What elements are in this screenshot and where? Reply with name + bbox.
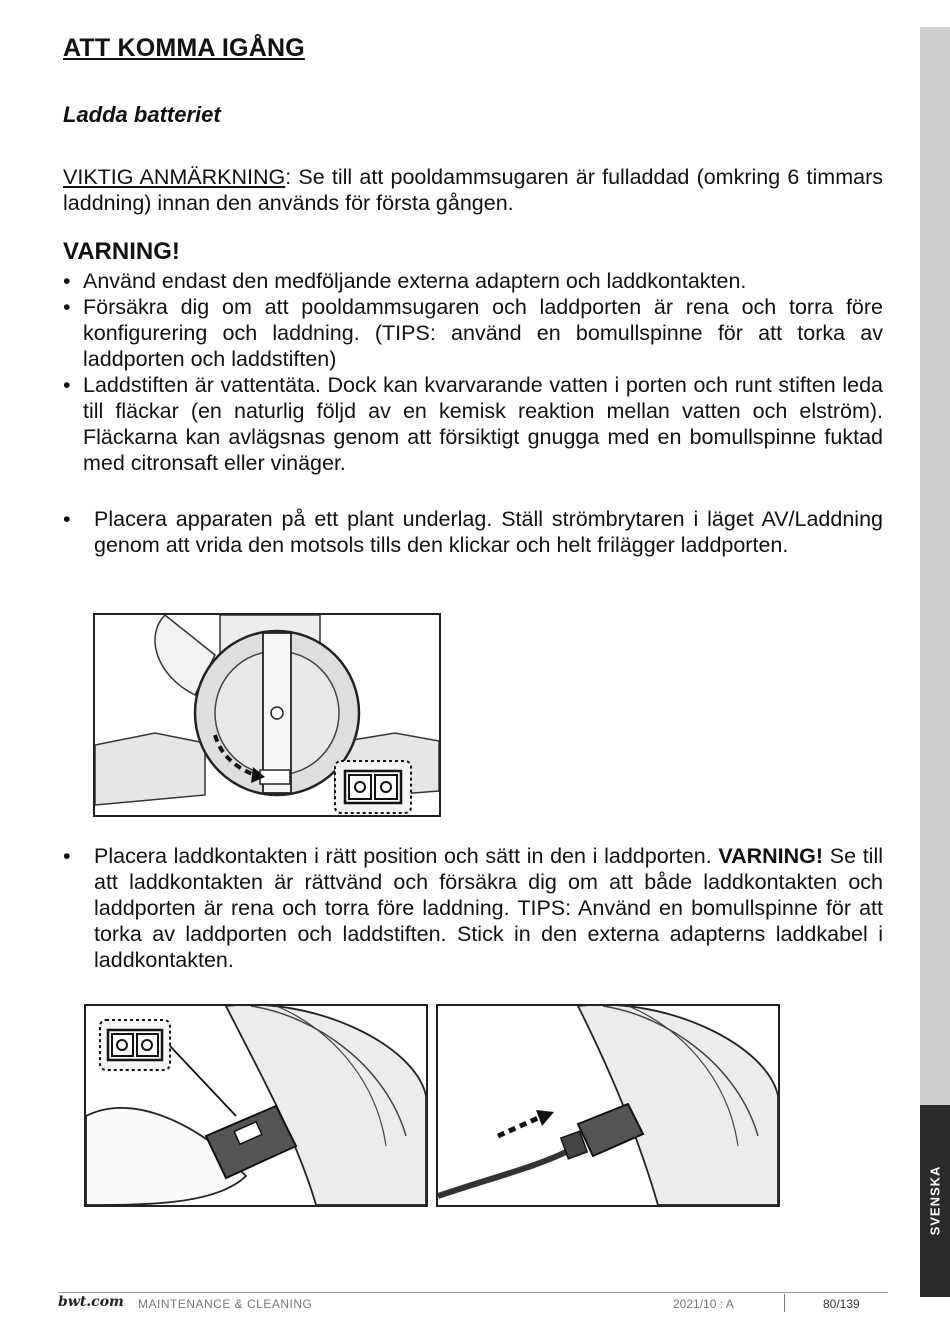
step-1-text: Placera apparaten på ett plant underlag. Ställ strömbrytaren i läget AV/Laddning genom att vrida den motsols tills den klickar och helt frilägger laddporten. bbox=[94, 507, 883, 557]
important-note-text: : Se till att pooldammsugaren är fulladdad (omkring 6 timmars laddning) innan den används för första gången. bbox=[63, 165, 883, 215]
warning-item-text: Använd endast den medföljande externa adaptern och laddkontakten. bbox=[83, 269, 747, 293]
warning-item bbox=[63, 294, 883, 372]
warning-item bbox=[63, 268, 883, 294]
connector-alignment-illustration bbox=[86, 1006, 426, 1205]
important-note-label: VIKTIG ANMÄRKNING bbox=[63, 165, 286, 189]
bullet-dot: • bbox=[63, 373, 71, 397]
warning-item bbox=[63, 372, 883, 476]
figure-connector-alignment bbox=[84, 1004, 428, 1207]
step-2-text-b: Se till att laddkontakten är rättvänd och försäkra dig om att både laddkontakten och laddporten är rena och torra före laddning. TIPS: Använd en bomullspinne för att torka av laddporten och laddstiften. Stick in den externa adapterns laddkabel i laddkontakten. bbox=[94, 844, 883, 972]
warning-item-text: Försäkra dig om att pooldammsugaren och laddporten är rena och torra före konfigurering och laddning. (TIPS: använd en bomullspinne för att torka av laddporten och laddstiften) bbox=[83, 295, 883, 371]
step-2 bbox=[63, 843, 883, 973]
figure-power-switch bbox=[93, 613, 441, 817]
step-1 bbox=[63, 506, 883, 558]
section-subtitle: Ladda batteriet bbox=[63, 102, 221, 127]
bullet-dot: • bbox=[63, 507, 71, 531]
step-2-text-a: Placera laddkontakten i rätt position och sätt in den i laddporten. bbox=[94, 844, 719, 868]
warning-list bbox=[63, 268, 883, 476]
warning-heading: VARNING! bbox=[63, 238, 180, 265]
brand-logo: bwt.com bbox=[58, 1294, 124, 1310]
footer-section-name: MAINTENANCE & CLEANING bbox=[138, 1297, 313, 1311]
step-2-warning: VARNING! bbox=[718, 844, 824, 868]
footer-separator bbox=[784, 1294, 785, 1312]
page-number: 80/139 bbox=[823, 1297, 860, 1311]
connector-inserted-illustration bbox=[438, 1006, 778, 1205]
warning-item-text: Laddstiften är vattentäta. Dock kan kvarvarande vatten i porten och runt stiften leda till fläckar (en naturlig följd av en kemisk reaktion mellan vatten och elström). Fläckarna kan avlägsnas genom att försiktigt gnugga med en bomullspinne fuktad med citronsaft eller vinäger. bbox=[83, 373, 883, 475]
power-switch-illustration bbox=[95, 615, 439, 815]
page-title: ATT KOMMA IGÅNG bbox=[63, 34, 305, 62]
bullet-dot: • bbox=[63, 295, 71, 319]
page-footer bbox=[58, 1296, 890, 1316]
bullet-dot: • bbox=[63, 269, 71, 293]
footer-revision: 2021/10 : A bbox=[673, 1297, 734, 1311]
language-tab-label: SVENSKA bbox=[927, 1165, 943, 1235]
important-note bbox=[63, 164, 883, 216]
footer-divider bbox=[58, 1292, 888, 1293]
bullet-dot: • bbox=[63, 844, 71, 868]
figure-connector-inserted bbox=[436, 1004, 780, 1207]
language-tab-label-wrap bbox=[920, 1110, 950, 1290]
